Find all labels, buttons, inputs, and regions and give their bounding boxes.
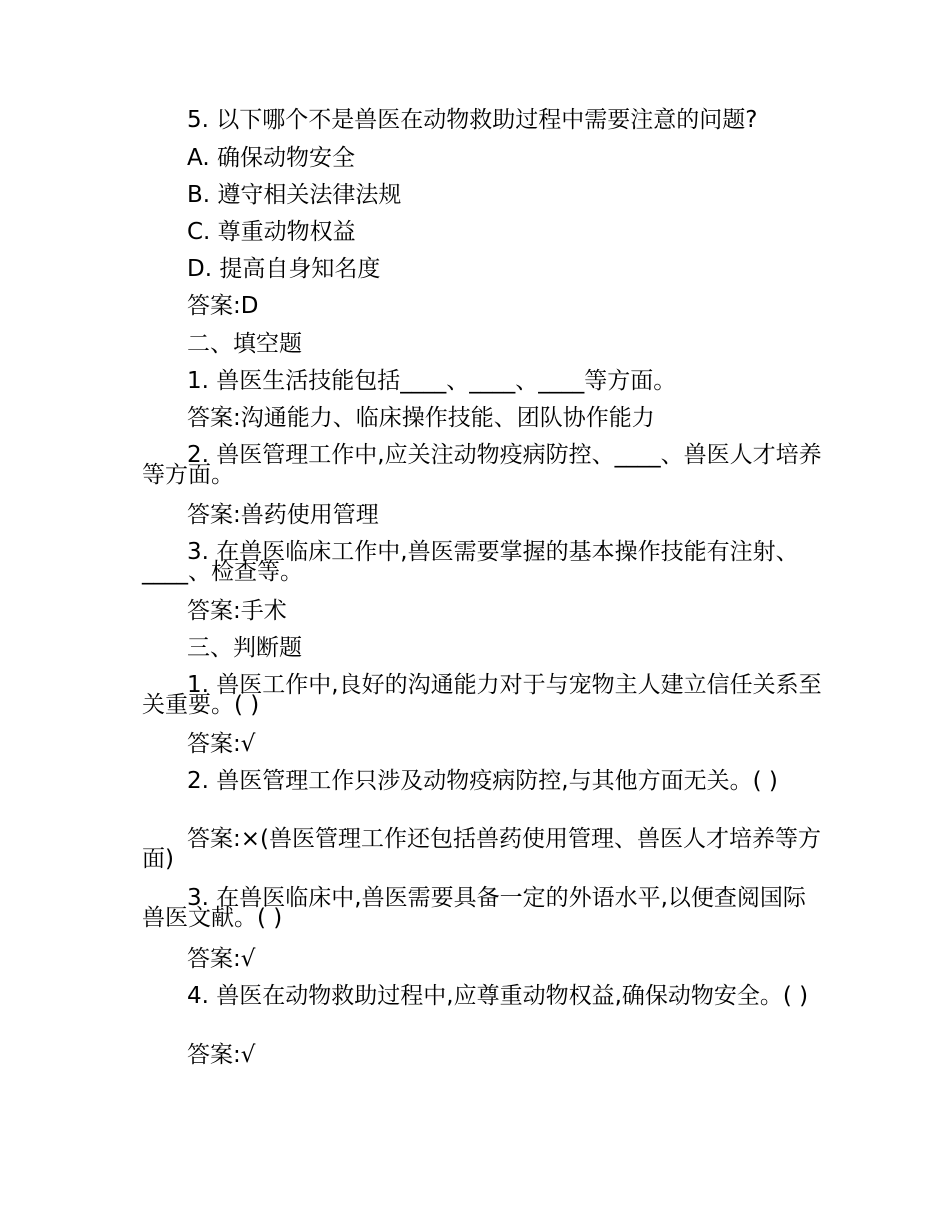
fill-answer-2: 答案:兽药使用管理 (187, 502, 379, 528)
question-5: 5. 以下哪个不是兽医在动物救助过程中需要注意的问题? (187, 107, 758, 133)
option-b: B. 遵守相关法律法规 (187, 182, 402, 208)
tf-question-4: 4. 兽医在动物救助过程中,应尊重动物权益,确保动物安全。( ) (187, 983, 809, 1009)
tf-answer-2: 答案:×(兽医管理工作还包括兽药使用管理、兽医人才培养等方面) (142, 826, 821, 872)
tf-question-2: 2. 兽医管理工作只涉及动物疫病防控,与其他方面无关。( ) (187, 768, 778, 794)
answer-5: 答案:D (187, 293, 259, 319)
option-c: C. 尊重动物权益 (187, 219, 356, 245)
section-heading-fill-blank: 二、填空题 (187, 331, 302, 357)
tf-question-3: 3. 在兽医临床中,兽医需要具备一定的外语水平,以便查阅国际兽医文献。( ) (142, 885, 806, 931)
fill-answer-1: 答案:沟通能力、临床操作技能、团队协作能力 (187, 405, 655, 431)
fill-answer-3: 答案:手术 (187, 598, 287, 624)
fill-question-1: 1. 兽医生活技能包括____、____、____等方面。 (187, 368, 677, 394)
tf-answer-3: 答案:√ (187, 946, 256, 972)
fill-question-3: 3. 在兽医临床工作中,兽医需要掌握的基本操作技能有注射、____、检查等。 (142, 539, 799, 585)
tf-question-1: 1. 兽医工作中,良好的沟通能力对于与宠物主人建立信任关系至关重要。( ) (142, 672, 822, 718)
tf-answer-1: 答案:√ (187, 731, 256, 757)
option-d: D. 提高自身知名度 (187, 256, 381, 282)
option-a: A. 确保动物安全 (187, 145, 355, 171)
section-heading-true-false: 三、判断题 (187, 635, 302, 661)
fill-question-2: 2. 兽医管理工作中,应关注动物疫病防控、____、兽医人才培养等方面。 (142, 442, 822, 488)
tf-answer-4: 答案:√ (187, 1042, 256, 1068)
